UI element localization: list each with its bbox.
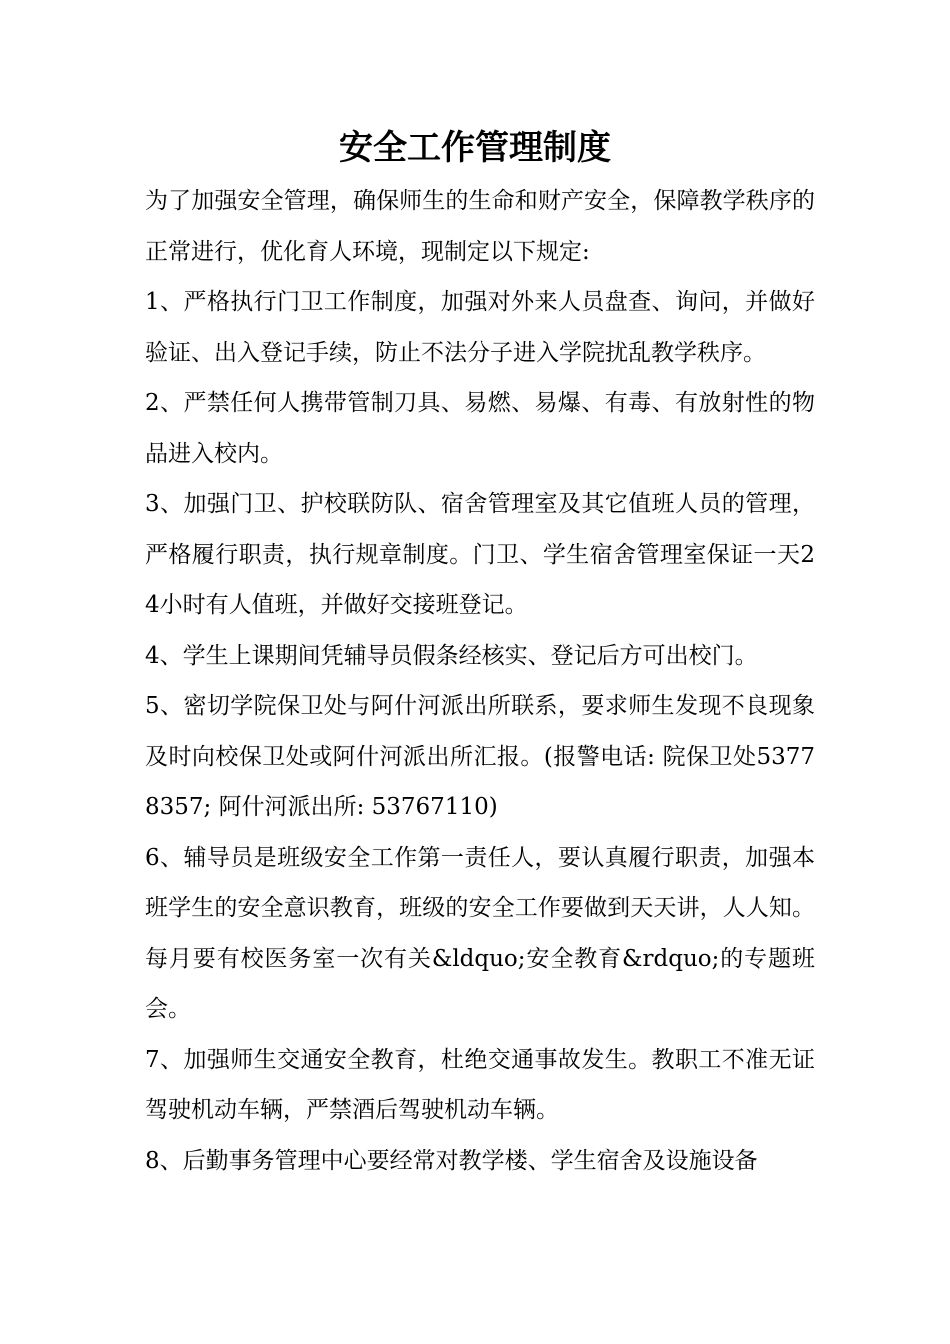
rule-6-paragraph: 6、辅导员是班级安全工作第一责任人，要认真履行职责，加强本班学生的安全意识教育，班级的安全工作要做到天天讲，人人知。每月要有校医务室一次有关&ldquo;安全教育&rdquo;的专题班会。 (145, 844, 815, 1022)
document-title: 安全工作管理制度 (339, 128, 611, 168)
rule-7-paragraph: 7、加强师生交通安全教育，杜绝交通事故发生。教职工不准无证驾驶机动车辆，严禁酒后驾驶机动车辆。 (145, 1046, 815, 1123)
document-body (145, 176, 815, 1186)
rule-2-paragraph: 2、严禁任何人携带管制刀具、易燃、易爆、有毒、有放射性的物品进入校内。 (145, 390, 815, 467)
rule-1-paragraph: 1、严格执行门卫工作制度，加强对外来人员盘查、询问，并做好验证、出入登记手续，防止不法分子进入学院扰乱教学秩序。 (145, 289, 815, 366)
rule-4-paragraph: 4、学生上课期间凭辅导员假条经核实、登记后方可出校门。 (145, 642, 758, 669)
rule-5-paragraph: 5、密切学院保卫处与阿什河派出所联系，要求师生发现不良现象及时向校保卫处或阿什河派出所汇报。(报警电话: 院保卫处53778357; 阿什河派出所: 53767110) (145, 693, 815, 820)
rule-3-paragraph: 3、加强门卫、护校联防队、宿舍管理室及其它值班人员的管理，严格履行职责，执行规章制度。门卫、学生宿舍管理室保证一天24小时有人值班，并做好交接班登记。 (145, 491, 815, 618)
intro-paragraph: 为了加强安全管理，确保师生的生命和财产安全，保障教学秩序的正常进行，优化育人环境，现制定以下规定: (145, 188, 815, 265)
rule-8-paragraph: 8、后勤事务管理中心要经常对教学楼、学生宿舍及设施设备 (145, 1147, 758, 1174)
